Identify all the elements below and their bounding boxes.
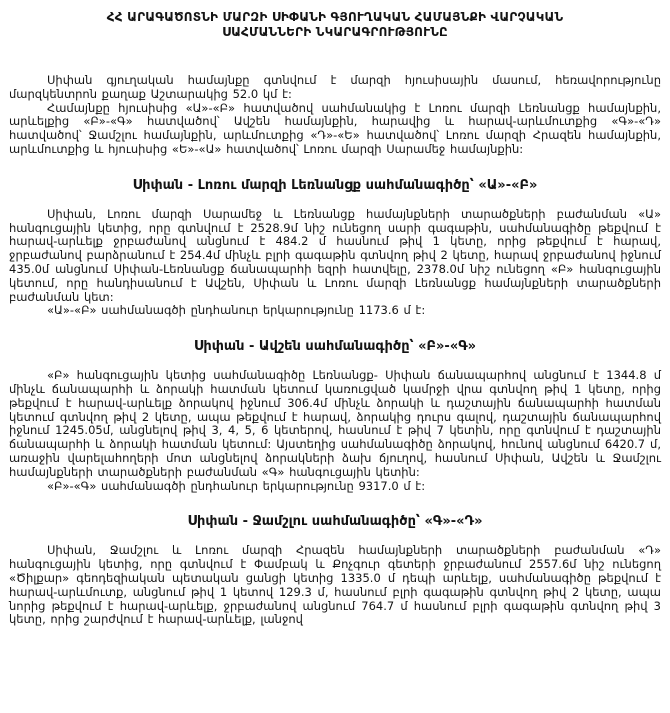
intro-location-paragraph: Սիփան գյուղական համայնքը գտնվում է մարզի հյուսիսային մասում, հեռավորությունը մարզկենտրոն քաղաք Աշտարակից 52.0 կմ է:	[9, 73, 661, 101]
section-a-b-description: Սիփան, Լոռու մարզի Սարամեջ և Լեռնանցք համայնքների տարածքների բաժանման «Ա» հանգուցային կետից, որը գտնվում է 2528.9մ նիշ ունեցող սարի գագաթին, սահմանագիծը թեքվում է հարավ-արևելք ջրբաժանով անցնում է 484.2 մ հասնում թիվ 1 կետը, որից թեքվում է հարավ, ջրբաժանով բարձրանում է 254.4մ մինչև բլրի գագաթին գտնվող թիվ 2 կետը, հարավ ջրբաժանով իջնում 435.0մ անցնում Սիփան-Լեռնանցք ճանապարհի եզրի հատվելը, 2378.0մ նիշ ունեցող «Բ» հանգուցային կետում, որը հանդիսանում է Ավշեն, Սիփան և Լոռու մարզի Լեռնանցք համայնքների տարածքների բաժանման կետ:	[9, 206, 661, 304]
document-title	[9, 10, 661, 40]
section-g-d	[9, 514, 661, 627]
document-title-line2: ՍԱՀՄԱՆՆԵՐԻ ՆԿԱՐԱԳՐՈՒԹՅՈՒՆԸ	[222, 25, 448, 39]
section-b-g-description: «Բ» հանգուցային կետից սահմանագիծը Լեռնանցք- Սիփան ճանապարհով անցնում է 1344.8 մ մինչև ճանապարհի և ձորակի հատման կետում կառուցված կամրջի վրա գտնվող թիվ 1 կետը, որից թեքվում է հարավ-արևելք ձորակով իջնում 306.4մ մինչև ձորակի և դաշտային ճանապարհի հատման կետում գտնվող թիվ 2 կետը, ապա թեքվում է հարավ, ձորակից դուրս գալով, դաշտային ճանապարհով իջնում 1245.05մ, անցնելով թիվ 3, 4, 5, 6 կետերով, հասնում է թիվ 7 կետին, որը գտնվում է դաշտային ճանապարհի և ձորակի հատման կետում: Այստեղից սահմանագիծը ձորակով, հունով անցնում 6420.7 մ, առաջին վարելահողերի մոտ անցնելով ձորակների ձախ ճյուղով, հասնում Սիփան, Ավշեն և Ջամշլու համայնքների տարածքների բաժանման «Գ» հանգուցային կետին:	[9, 368, 661, 479]
section-b-g	[9, 339, 661, 493]
document-title-line1: ՀՀ ԱՐԱԳԱԾՈՏՆԻ ՄԱՐԶԻ ՍԻՓԱՆԻ ԳՅՈՒՂԱԿԱՆ ՀԱՄԱՅՆՔԻ ՎԱՐՉԱԿԱՆ	[106, 10, 564, 24]
section-g-d-description: Սիփան, Ջամշլու և Լոռու մարզի Հրազեն համայնքների տարածքների բաժանման «Դ» հանգուցային կետից, որը գտնվում է Փամբակ և Քոչգուր գետերի ջրբաժանում 2557.6մ նիշ ունեցող «Ծիլքար» գեոդեզիական պետական ցանցի կետից 1335.0 մ դեպի արևելք, սահմանագիծը թեքվում է հարավ-արևմուտք, անցնում թիվ 1 կետով 129.3 մ, հասնում բլրի գագաթին գտնվող թիվ 2 կետը, ապա նորից թեքվում է հարավ-արևելք, ջրբաժանով անցնում 764.7 մ հասնում բլրի գագաթին գտնվող թիվ 3 կետը, որից շարժվում է հարավ-արևելք, լանջով	[9, 543, 661, 627]
section-heading-g-d: Սիփան - Ջամշլու սահմանագիծը՝ «Գ»-«Դ»	[187, 514, 483, 530]
section-a-b	[9, 178, 661, 318]
section-heading-a-b: Սիփան - Լոռու մարզի Լեռնանցք սահմանագիծը՝ «Ա»-«Բ»	[132, 177, 538, 193]
section-b-g-total-length: «Բ»-«Գ» սահմանագծի ընդհանուր երկարությունը 9317.0 մ է:	[47, 478, 426, 493]
section-a-b-total-length: «Ա»-«Բ» սահմանագծի ընդհանուր երկարությունը 1173.6 մ է:	[47, 303, 426, 318]
section-heading-b-g: Սիփան - Ավշեն սահմանագիծը՝ «Բ»-«Գ»	[193, 339, 477, 355]
intro-borders-paragraph: Համայնքը հյուսիսից «Ա»-«Բ» հատվածով սահմանակից է Լոռու մարզի Լեռնանցք համայնքին, արևելքից «Բ»-«Գ» հատվածով՝ Ավշեն համայնքին, հարավից և հարավ-արևմուտքից «Գ»-«Դ» հատվածով՝ Ջամշլու համայնքին, արևմուտքից «Դ»-«Ե» հատվածով՝ Լոռու մարզի Հրազեն համայնքին, արևմուտքից և հյուսիսից «Ե»-«Ա» հատվածով՝ Լոռու մարզի Սարամեջ համայնքին:	[9, 100, 661, 156]
